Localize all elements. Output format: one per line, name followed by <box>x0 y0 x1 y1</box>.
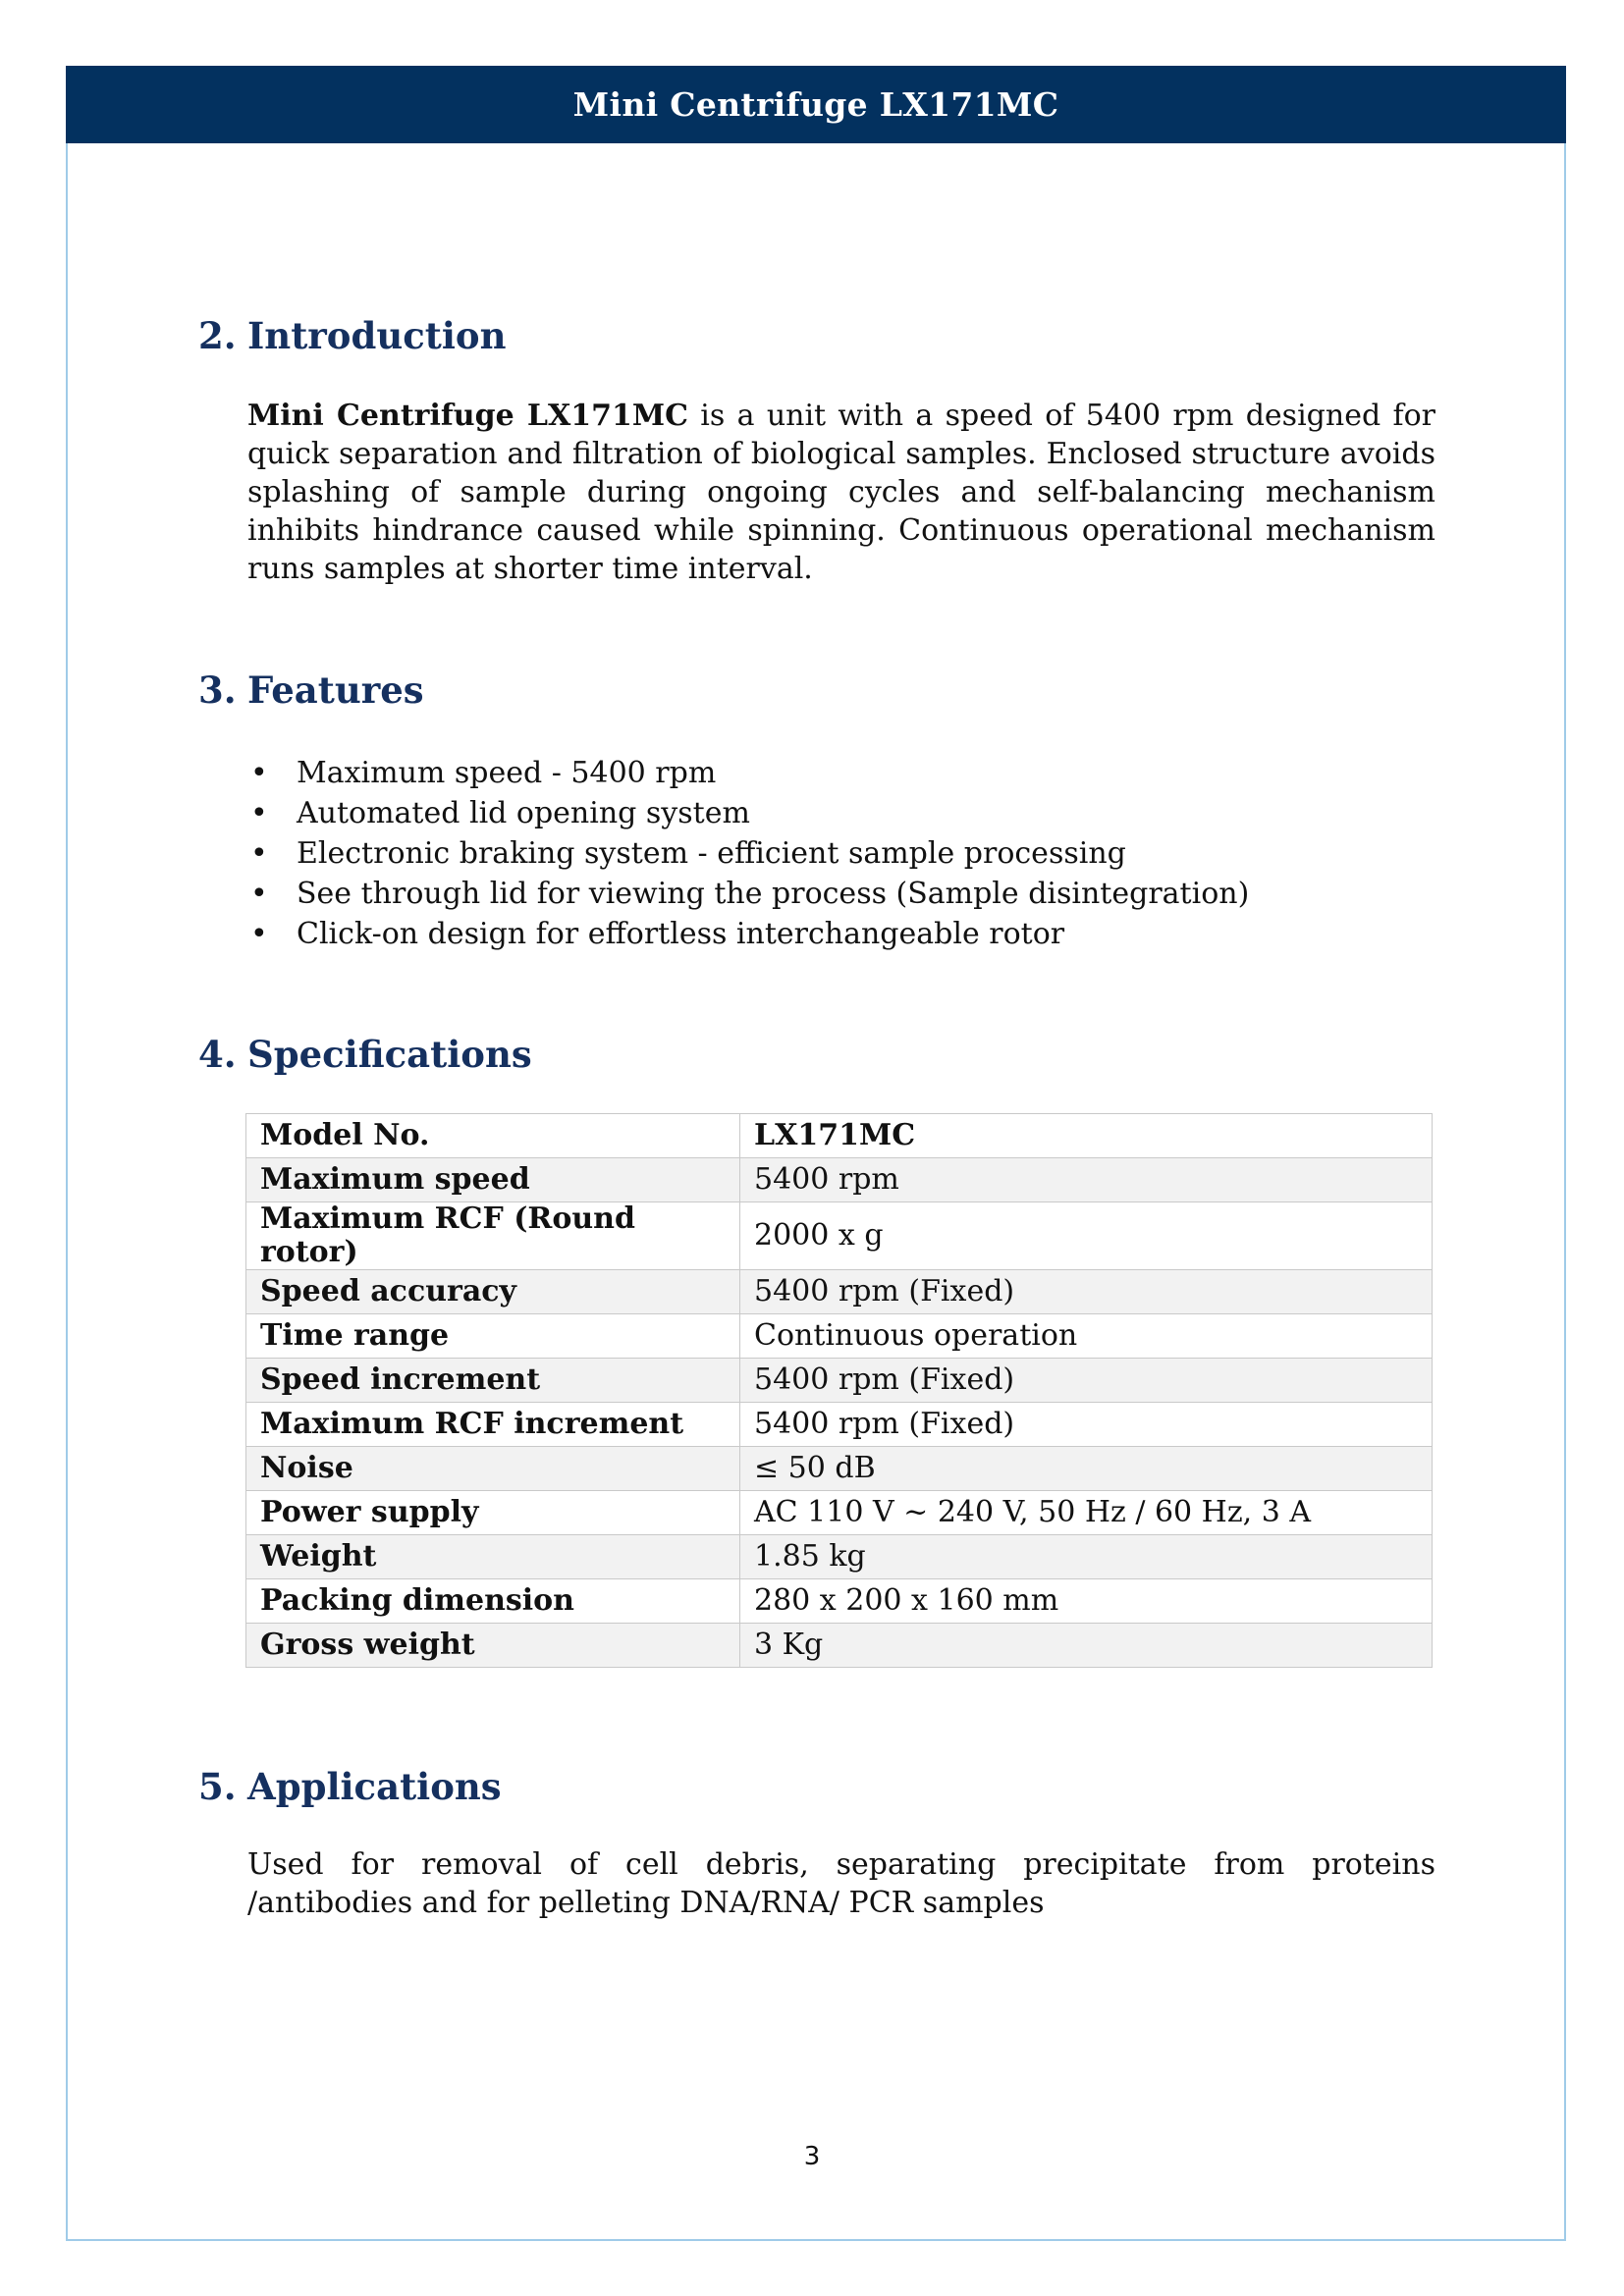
spec-label: Weight <box>246 1535 740 1579</box>
feature-text: Electronic braking system - efficient sample processing <box>297 836 1126 871</box>
feature-item <box>247 793 1249 833</box>
spec-value: AC 110 V ~ 240 V, 50 Hz / 60 Hz, 3 A <box>740 1491 1433 1535</box>
spec-label: Model No. <box>246 1114 740 1158</box>
applications-number: 5. <box>198 1765 237 1808</box>
specifications-table <box>245 1113 1433 1668</box>
feature-text: Automated lid opening system <box>297 796 750 830</box>
feature-text: See through lid for viewing the process (Sample disintegration) <box>297 877 1250 911</box>
feature-item <box>247 914 1249 954</box>
introduction-body: is a unit with a speed of 5400 rpm designed for quick separation and filtration of biological samples. Enclosed structure avoids splashing of sample during ongoing cycles and self-balancing mechanism inhibits hindrance caused while spinning. Continuous operational mechanism runs samples at shorter time interval. <box>247 399 1435 586</box>
feature-item <box>247 833 1249 874</box>
bullet-icon: • <box>250 836 268 871</box>
spec-label: Noise <box>246 1447 740 1491</box>
introduction-title: Introduction <box>247 314 507 357</box>
bullet-icon: • <box>250 877 268 911</box>
spec-value: Continuous operation <box>740 1314 1433 1359</box>
applications-title: Applications <box>247 1765 502 1808</box>
document-title: Mini Centrifuge LX171MC <box>572 85 1059 124</box>
features-title: Features <box>247 668 424 712</box>
applications-heading <box>198 1765 502 1808</box>
specifications-number: 4. <box>198 1033 237 1076</box>
bullet-icon: • <box>250 796 268 830</box>
introduction-number: 2. <box>198 314 237 357</box>
feature-text: Click-on design for effortless interchangeable rotor <box>297 917 1065 951</box>
spec-label: Packing dimension <box>246 1579 740 1624</box>
feature-item <box>247 753 1249 793</box>
table-row <box>246 1359 1433 1403</box>
spec-value: LX171MC <box>740 1114 1433 1158</box>
specifications-heading <box>198 1033 532 1076</box>
spec-label: Power supply <box>246 1491 740 1535</box>
spec-value: 5400 rpm (Fixed) <box>740 1359 1433 1403</box>
specifications-title: Specifications <box>247 1033 532 1076</box>
features-heading <box>198 668 424 712</box>
features-number: 3. <box>198 668 237 712</box>
introduction-heading <box>198 314 507 357</box>
feature-item <box>247 874 1249 914</box>
table-row <box>246 1624 1433 1668</box>
features-list <box>247 753 1249 954</box>
table-row <box>246 1491 1433 1535</box>
page-number: 3 <box>803 2142 821 2171</box>
table-row <box>246 1579 1433 1624</box>
table-row <box>246 1403 1433 1447</box>
table-row <box>246 1535 1433 1579</box>
table-row <box>246 1202 1433 1270</box>
bullet-icon: • <box>250 756 268 790</box>
spec-value: 3 Kg <box>740 1624 1433 1668</box>
table-row <box>246 1114 1433 1158</box>
spec-value: 5400 rpm <box>740 1158 1433 1202</box>
bullet-icon: • <box>250 917 268 951</box>
spec-label: Speed increment <box>246 1359 740 1403</box>
spec-label: Maximum RCF (Round rotor) <box>246 1202 740 1270</box>
applications-paragraph: Used for removal of cell debris, separating precipitate from proteins /antibodies and for pelleting DNA/RNA/ PCR samples <box>247 1847 1435 1920</box>
feature-text: Maximum speed - 5400 rpm <box>297 756 717 790</box>
spec-value: 5400 rpm (Fixed) <box>740 1270 1433 1314</box>
table-row <box>246 1270 1433 1314</box>
table-row <box>246 1314 1433 1359</box>
table-row <box>246 1158 1433 1202</box>
spec-value: 1.85 kg <box>740 1535 1433 1579</box>
spec-value: 5400 rpm (Fixed) <box>740 1403 1433 1447</box>
spec-value: 2000 x g <box>740 1202 1433 1270</box>
table-row <box>246 1447 1433 1491</box>
spec-label: Maximum RCF increment <box>246 1403 740 1447</box>
spec-label: Time range <box>246 1314 740 1359</box>
spec-value: ≤ 50 dB <box>740 1447 1433 1491</box>
spec-value: 280 x 200 x 160 mm <box>740 1579 1433 1624</box>
introduction-paragraph <box>247 397 1435 588</box>
header-bar <box>66 66 1566 143</box>
spec-label: Gross weight <box>246 1624 740 1668</box>
spec-label: Maximum speed <box>246 1158 740 1202</box>
spec-label: Speed accuracy <box>246 1270 740 1314</box>
introduction-lead: Mini Centrifuge LX171MC <box>247 399 688 433</box>
